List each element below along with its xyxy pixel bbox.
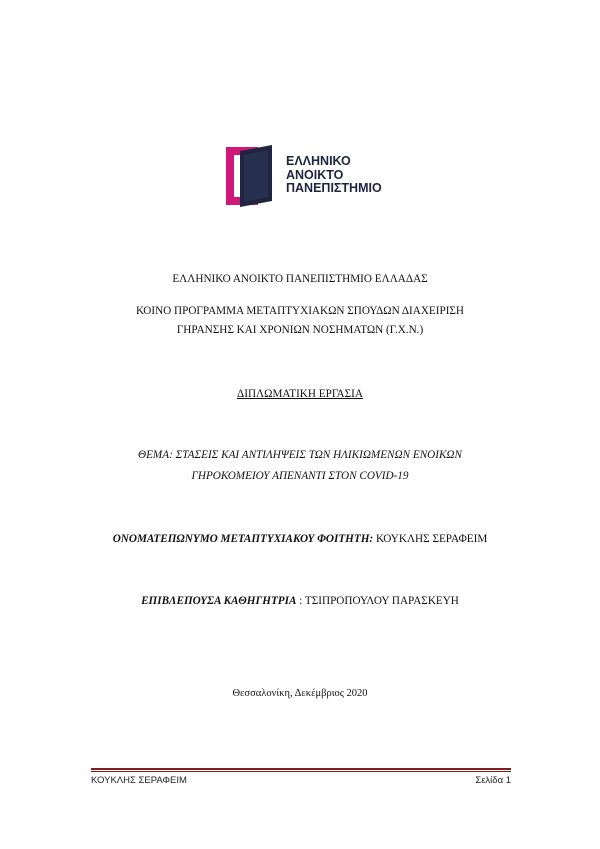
footer-rule-thin — [91, 771, 511, 772]
footer-author: ΚΟΥΚΛΗΣ ΣΕΡΑΦΕΙΜ — [91, 775, 187, 786]
footer-rule-thick — [91, 768, 511, 770]
subject-line-1: ΘΕΜΑ: ΣΤΑΣΕΙΣ ΚΑΙ ΑΝΤΙΛΗΨΕΙΣ ΤΩΝ ΗΛΙΚΙΩΜΕΝΩΝ ΕΝΟΙΚΩΝ — [138, 449, 462, 461]
university-name: ΕΛΛΗΝΙΚΟ ΑΝΟΙΚΤΟ ΠΑΝΕΠΙΣΤΗΜΙΟ ΕΛΛΑΔΑΣ — [172, 273, 428, 285]
subject-line-2: ΓΗΡΟΚΟΜΕΙΟΥ ΑΠΕΝΑΝΤΙ ΣΤΟΝ COVID-19 — [191, 470, 409, 482]
logo-line-3: ΠΑΝΕΠΙΣΤΗΜΙΟ — [286, 181, 382, 195]
place-date: Θεσσαλονίκη, Δεκέμβριος 2020 — [232, 688, 368, 699]
footer-page-number: Σελίδα 1 — [475, 775, 511, 786]
student-name: ΚΟΥΚΛΗΣ ΣΕΡΑΦΕΙΜ — [373, 533, 488, 545]
logo-line-1: ΕΛΛΗΝΙΚΟ — [286, 154, 351, 168]
student-label: ΟΝΟΜΑΤΕΠΩΝΥΜΟ ΜΕΤΑΠΤΥΧΙΑΚΟΥ ΦΟΙΤΗΤΗ: — [112, 533, 374, 545]
logo-mark-icon — [226, 145, 282, 207]
program-line-1: ΚΟΙΝΟ ΠΡΟΓΡΑΜΜΑ ΜΕΤΑΠΤΥΧΙΑΚΩΝ ΣΠΟΥΔΩΝ ΔΙΑΧΕΙΡΙΣΗ — [135, 305, 465, 317]
logo-wordmark — [286, 155, 382, 196]
supervisor-name: : ΤΣΙΠΡΟΠΟΥΛΟΥ ΠΑΡΑΣΚΕΥΗ — [296, 595, 459, 607]
logo-line-2: ΑΝΟΙΚΤΟ — [286, 167, 344, 182]
university-logo — [226, 145, 382, 207]
document-type: ΔΙΠΛΩΜΑΤΙΚΗ ΕΡΓΑΣΙΑ — [237, 388, 363, 400]
supervisor-label: ΕΠΙΒΛΕΠΟΥΣΑ ΚΑΘΗΓΗΤΡΙΑ — [141, 595, 297, 607]
student-line — [0, 533, 600, 545]
program-line-2: ΓΗΡΑΝΣΗΣ ΚΑΙ ΧΡΟΝΙΩΝ ΝΟΣΗΜΑΤΩΝ (Γ.Χ.Ν.) — [176, 324, 424, 336]
supervisor-line — [0, 595, 600, 607]
